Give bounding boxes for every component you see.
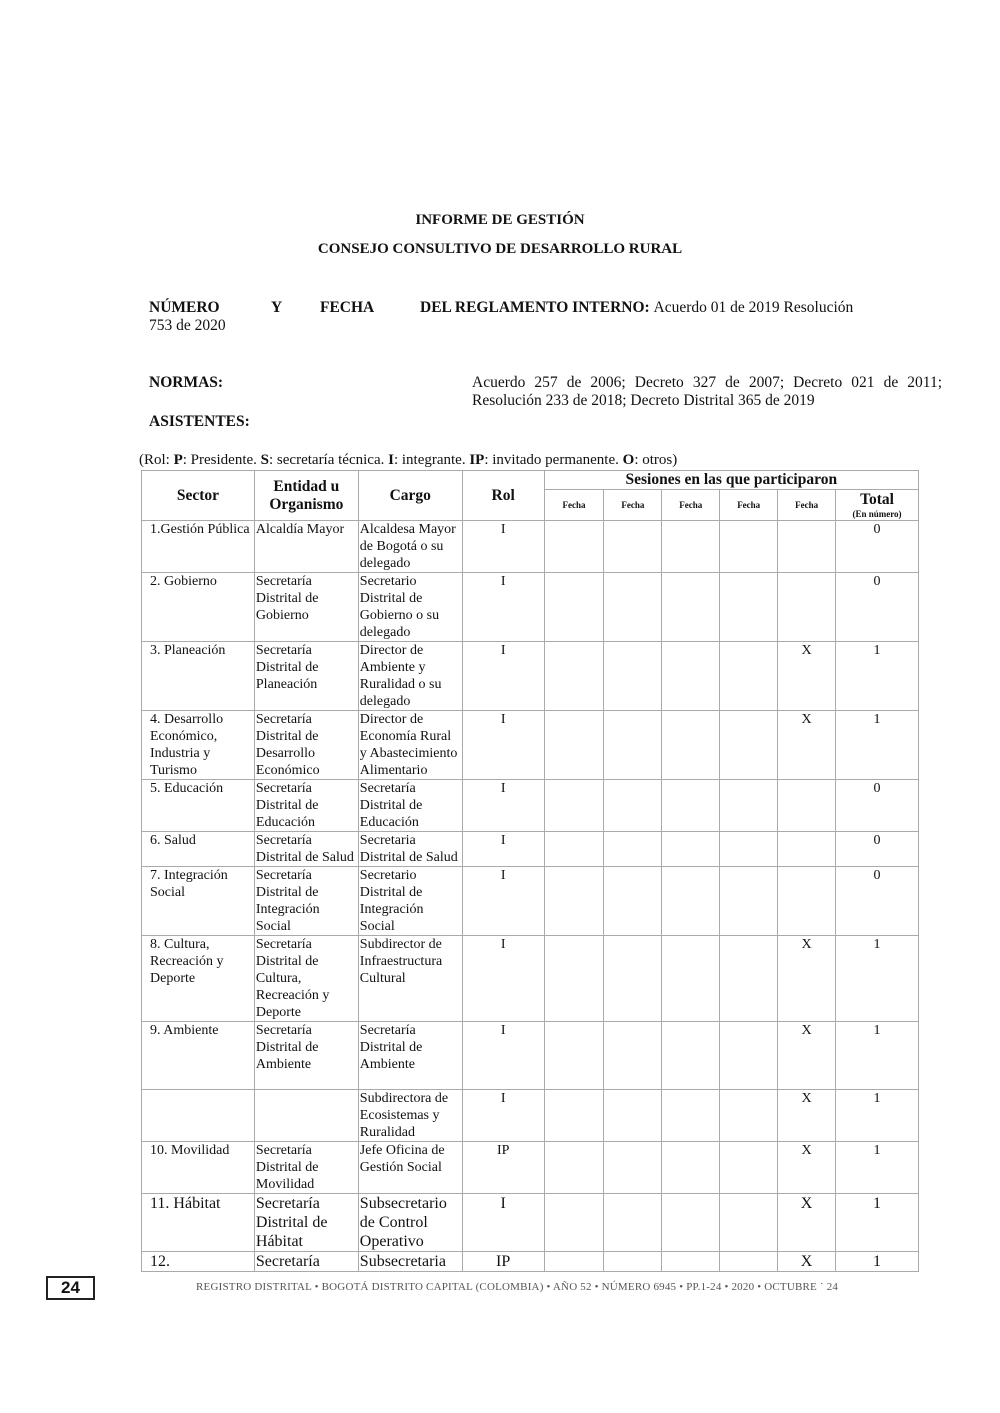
cell-cargo: Secretaría Distrital de Educación (358, 780, 462, 832)
page-number: 24 (46, 1276, 95, 1300)
header-rol: Rol (462, 471, 544, 521)
cell-total: 1 (836, 1022, 919, 1090)
table-row: 12. Secretaría Subsecretaria IP X 1 (142, 1252, 919, 1272)
cell-cargo: Subsecretario de Control Operativo (358, 1194, 462, 1252)
rol-legend: (Rol: P: Presidente. S: secretaría técnica. I: integrante. IP: invitado permanente. O: otros) (139, 452, 678, 468)
cell-sector: 4. Desarrollo Económico, Industria y Turismo (142, 711, 255, 780)
cell-rol: I (462, 642, 544, 711)
header-fecha-3: Fecha (662, 490, 720, 521)
cell-entidad: Secretaría Distrital de Ambiente (254, 1022, 358, 1090)
cell-rol: IP (462, 1142, 544, 1194)
cell-cargo: Secretaria Distrital de Salud (358, 832, 462, 867)
table-row: 3. Planeación Secretaría Distrital de Planeación Director de Ambiente y Ruralidad o su delegado I X 1 (142, 642, 919, 711)
cell-cargo: Secretario Distrital de Integración Social (358, 867, 462, 936)
cell-entidad: Secretaría Distrital de Educación (254, 780, 358, 832)
cell-total: 1 (836, 642, 919, 711)
cell-total: 1 (836, 1090, 919, 1142)
cell-total: 0 (836, 867, 919, 936)
cell-rol: I (462, 1022, 544, 1090)
table-row: 10. Movilidad Secretaría Distrital de Movilidad Jefe Oficina de Gestión Social IP X 1 (142, 1142, 919, 1194)
table-row: 8. Cultura, Recreación y Deporte Secretaría Distrital de Cultura, Recreación y Deporte Subdirector de Infraestructura Cultural I X 1 (142, 936, 919, 1022)
cell-cargo: Jefe Oficina de Gestión Social (358, 1142, 462, 1194)
cell-total: 1 (836, 936, 919, 1022)
header-sector: Sector (142, 471, 255, 521)
cell-cargo: Subsecretaria (358, 1252, 462, 1272)
header-total: Total (En número) (836, 490, 919, 521)
header-entidad: Entidad u Organismo (254, 471, 358, 521)
cell-rol: I (462, 521, 544, 573)
table-row: 9. Ambiente Secretaría Distrital de Ambiente Secretaría Distrital de Ambiente I X 1 (142, 1022, 919, 1090)
cell-total: 0 (836, 780, 919, 832)
cell-cargo: Secretario Distrital de Gobierno o su delegado (358, 573, 462, 642)
cell-sector: 9. Ambiente (142, 1022, 255, 1090)
cell-sector: 8. Cultura, Recreación y Deporte (142, 936, 255, 1022)
table-row (142, 573, 919, 642)
table-row (142, 521, 919, 573)
cell-entidad (254, 1090, 358, 1142)
cell-rol: I (462, 573, 544, 642)
header-fecha-2: Fecha (604, 490, 662, 521)
page-footer: REGISTRO DISTRITAL • BOGOTÁ DISTRITO CAPITAL (COLOMBIA) • AÑO 52 • NÚMERO 6945 • PP.1-24 • 2020 • OCTUBRE ˙ 24 (196, 1281, 839, 1293)
table-row (142, 867, 919, 936)
cell-sector: 3. Planeación (142, 642, 255, 711)
cell-entidad: Secretaría Distrital de Gobierno (254, 573, 358, 642)
normas-value: Acuerdo 257 de 2006; Decreto 327 de 2007; Decreto 021 de 2011; Resolución 233 de 2018; Decreto Distrital 365 de 2019 (472, 374, 942, 409)
cell-entidad: Secretaría Distrital de Movilidad (254, 1142, 358, 1194)
cell-sector: 7. Integración Social (142, 867, 255, 936)
cell-entidad: Secretaría Distrital de Planeación (254, 642, 358, 711)
cell-total: 1 (836, 711, 919, 780)
cell-cargo: Director de Ambiente y Ruralidad o su delegado (358, 642, 462, 711)
cell-sector: 1.Gestión Pública (142, 521, 255, 573)
attendance-table (141, 470, 919, 1272)
header-sesiones: Sesiones en las que participaron (544, 471, 918, 490)
cell-total: 1 (836, 1252, 919, 1272)
reglamento-label-fecha: FECHA (320, 299, 375, 316)
table-row: Subdirectora de Ecosistemas y Ruralidad I X 1 (142, 1090, 919, 1142)
cell-rol: I (462, 780, 544, 832)
cell-rol: I (462, 832, 544, 867)
cell-sector: 11. Hábitat (142, 1194, 255, 1252)
cell-entidad: Alcaldía Mayor (254, 521, 358, 573)
cell-total: 0 (836, 832, 919, 867)
cell-entidad: Secretaría Distrital de Salud (254, 832, 358, 867)
header-fecha-5: Fecha (778, 490, 836, 521)
cell-sector: 12. (142, 1252, 255, 1272)
cell-rol: I (462, 1090, 544, 1142)
asistentes-label: ASISTENTES: (149, 413, 250, 430)
cell-sector: 10. Movilidad (142, 1142, 255, 1194)
cell-sector (142, 1090, 255, 1142)
cell-sector: 6. Salud (142, 832, 255, 867)
reglamento-section (149, 299, 877, 335)
header-cargo: Cargo (358, 471, 462, 521)
cell-cargo: Director de Economía Rural y Abastecimiento Alimentario (358, 711, 462, 780)
reglamento-value-line2: 753 de 2020 (149, 317, 226, 334)
table-row: 4. Desarrollo Económico, Industria y Turismo Secretaría Distrital de Desarrollo Económico Director de Economía Rural y Abastecimiento Alimentario I X 1 (142, 711, 919, 780)
document-subtitle: CONSEJO CONSULTIVO DE DESARROLLO RURAL (317, 241, 683, 257)
cell-entidad: Secretaría (254, 1252, 358, 1272)
cell-cargo: Secretaría Distrital de Ambiente (358, 1022, 462, 1090)
normas-label: NORMAS: (149, 374, 224, 391)
cell-rol: I (462, 936, 544, 1022)
reglamento-label-interno: DEL REGLAMENTO INTERNO: (420, 299, 650, 316)
cell-cargo: Subdirectora de Ecosistemas y Ruralidad (358, 1090, 462, 1142)
cell-total: 0 (836, 573, 919, 642)
cell-cargo: Subdirector de Infraestructura Cultural (358, 936, 462, 1022)
cell-sector: 2. Gobierno (142, 573, 255, 642)
header-fecha-4: Fecha (720, 490, 778, 521)
cell-rol: IP (462, 1252, 544, 1272)
table-row: 11. Hábitat Secretaría Distrital de Hábitat Subsecretario de Control Operativo I X 1 (142, 1194, 919, 1252)
cell-total: 0 (836, 521, 919, 573)
cell-total: 1 (836, 1194, 919, 1252)
cell-rol: I (462, 711, 544, 780)
cell-entidad: Secretaría Distrital de Integración Social (254, 867, 358, 936)
cell-entidad: Secretaría Distrital de Cultura, Recreación y Deporte (254, 936, 358, 1022)
reglamento-label-y: Y (271, 299, 283, 316)
header-fecha-1: Fecha (544, 490, 604, 521)
cell-entidad: Secretaría Distrital de Desarrollo Económico (254, 711, 358, 780)
cell-total: 1 (836, 1142, 919, 1194)
cell-sector: 5. Educación (142, 780, 255, 832)
cell-entidad: Secretaría Distrital de Hábitat (254, 1194, 358, 1252)
cell-cargo: Alcaldesa Mayor de Bogotá o su delegado (358, 521, 462, 573)
document-title: INFORME DE GESTIÓN (415, 212, 585, 228)
reglamento-label-numero: NÚMERO (149, 299, 220, 316)
table-row (142, 780, 919, 832)
cell-rol: I (462, 867, 544, 936)
reglamento-value-line1: Acuerdo 01 de 2019 Resolución (653, 299, 854, 316)
table-row (142, 832, 919, 867)
cell-rol: I (462, 1194, 544, 1252)
